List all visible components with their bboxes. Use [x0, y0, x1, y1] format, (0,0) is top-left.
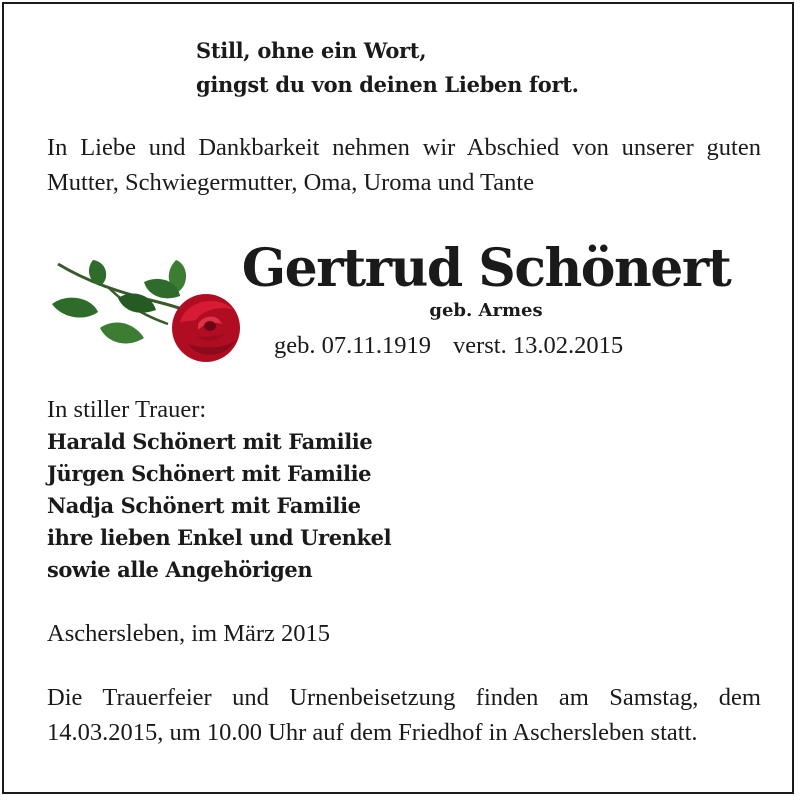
mourner-line: ihre lieben Enkel und Urenkel [47, 525, 392, 550]
mourner-line: Jürgen Schönert mit Familie [47, 461, 372, 486]
mourner-line: Nadja Schönert mit Familie [47, 493, 361, 518]
funeral-info: Die Trauerfeier und Urnenbeisetzung finden am Samstag, dem 14.03.2015, um 10.00 Uhr auf dem Friedhof in Aschersleben statt. [47, 684, 761, 746]
mourners-block [47, 394, 391, 586]
intro-text: In Liebe und Dankbarkeit nehmen wir Abschied von unserer guten Mutter, Schwiegermutter, Oma, Uroma und Tante [47, 134, 761, 196]
death-date: verst. 13.02.2015 [452, 332, 624, 359]
place-date: Aschersleben, im März 2015 [47, 620, 331, 647]
motto-line-1: Still, ohne ein Wort, [196, 38, 427, 63]
deceased-name: Gertrud Schönert [241, 238, 731, 299]
birth-date: geb. 07.11.1919 [274, 332, 431, 359]
mourners-heading: In stiller Trauer: [47, 396, 207, 423]
notice-frame [2, 2, 794, 794]
red-rose-icon [48, 252, 248, 372]
life-dates [274, 328, 623, 364]
maiden-name: geb. Armes [429, 300, 543, 321]
motto-line-2: gingst du von deinen Lieben fort. [196, 72, 579, 97]
mourner-line: sowie alle Angehörigen [47, 557, 313, 582]
mourner-line: Harald Schönert mit Familie [47, 429, 373, 454]
motto [196, 34, 579, 102]
